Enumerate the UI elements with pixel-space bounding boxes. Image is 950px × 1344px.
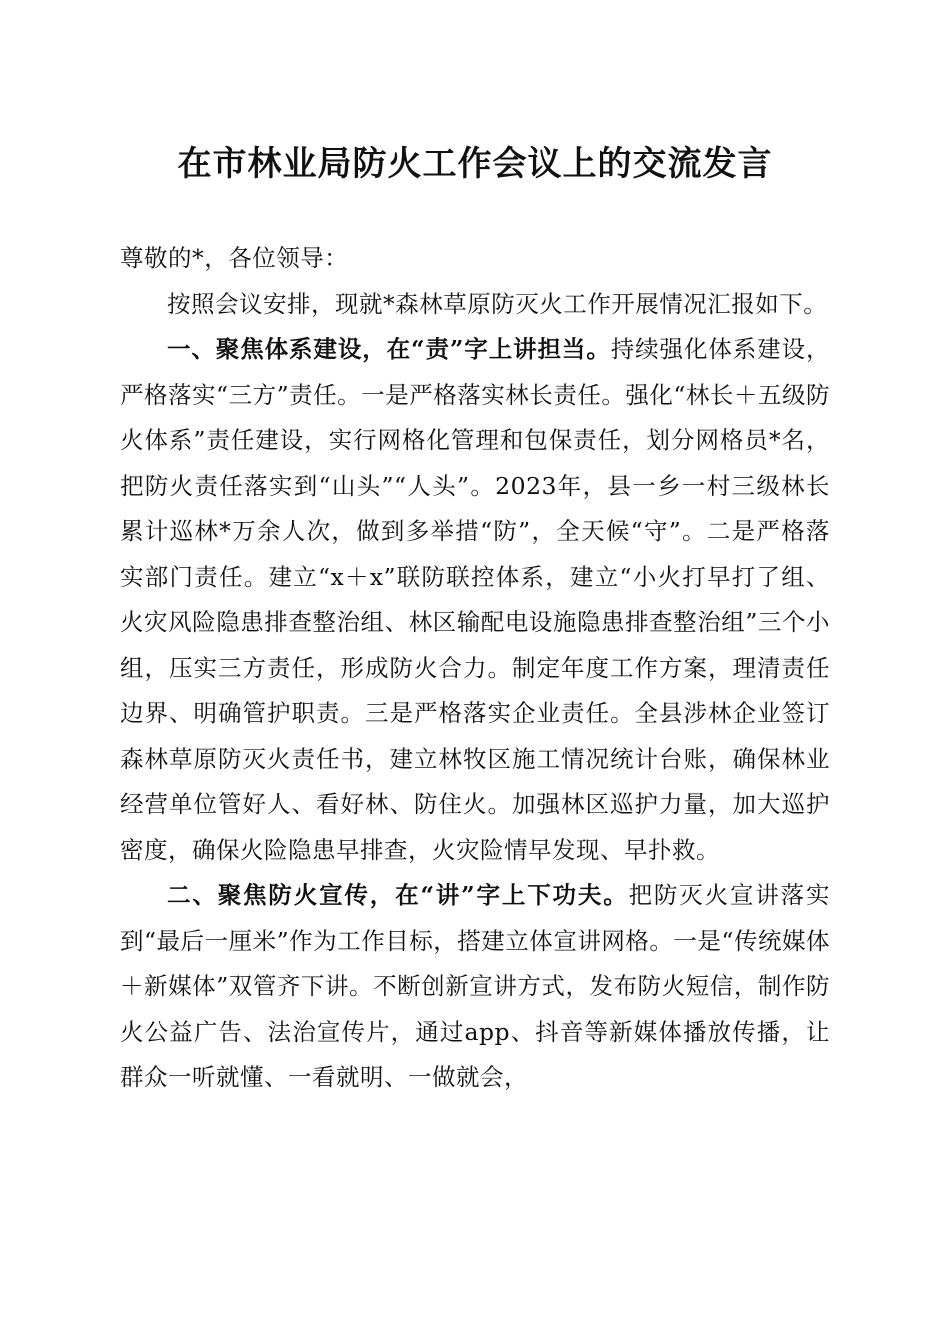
section-paragraph-2 — [120, 873, 830, 1101]
section-paragraph-1 — [120, 327, 830, 873]
intro-paragraph: 按照会议安排，现就*森林草原防灭火工作开展情况汇报如下。 — [167, 289, 828, 318]
document-title: 在市林业局防火工作会议上的交流发言 — [177, 144, 773, 184]
section-text-2: 把防灭火宣讲落实到“最后一厘米”作为工作目标，搭建立体宣讲网格。一是“传统媒体＋新媒体”双管齐下讲。不断创新宣讲方式，发布防火短信，制作防火公益广告、法治宣传片，通过app、抖音等新媒体播放传播，让群众一听就懂、一看就明、一做就会， — [120, 881, 830, 1091]
document-body — [120, 236, 830, 1101]
section-text-1: 持续强化体系建设，严格落实“三方”责任。一是严格落实林长责任。强化“林长＋五级防火体系”责任建设，实行网格化管理和包保责任，划分网格员*名，把防火责任落实到“山头”“人头”。2023年，县一乡一村三级林长累计巡林*万余人次，做到多举措“防”，全天候“守”。二是严格落实部门责任。建立“x＋x”联防联控体系，建立“小火打早打了组、火灾风险隐患排查整治组、林区输配电设施隐患排查整治组”三个小组，压实三方责任，形成防火合力。制定年度工作方案，理清责任边界、明确管护职责。三是严格落实企业责任。全县涉林企业签订森林草原防灭火责任书，建立林牧区施工情况统计台账，确保林业经营单位管好人、看好林、防住火。加强林区巡护力量，加大巡护密度，确保火险隐患早排查，火灾险情早发现、早扑救。 — [120, 335, 830, 864]
salutation: 尊敬的*，各位领导： — [120, 244, 349, 272]
section-heading-1: 一、聚焦体系建设，在“责”字上讲担当。 — [167, 335, 611, 363]
section-heading-2: 二、聚焦防火宣传，在“讲”字上下功夫。 — [167, 881, 629, 909]
